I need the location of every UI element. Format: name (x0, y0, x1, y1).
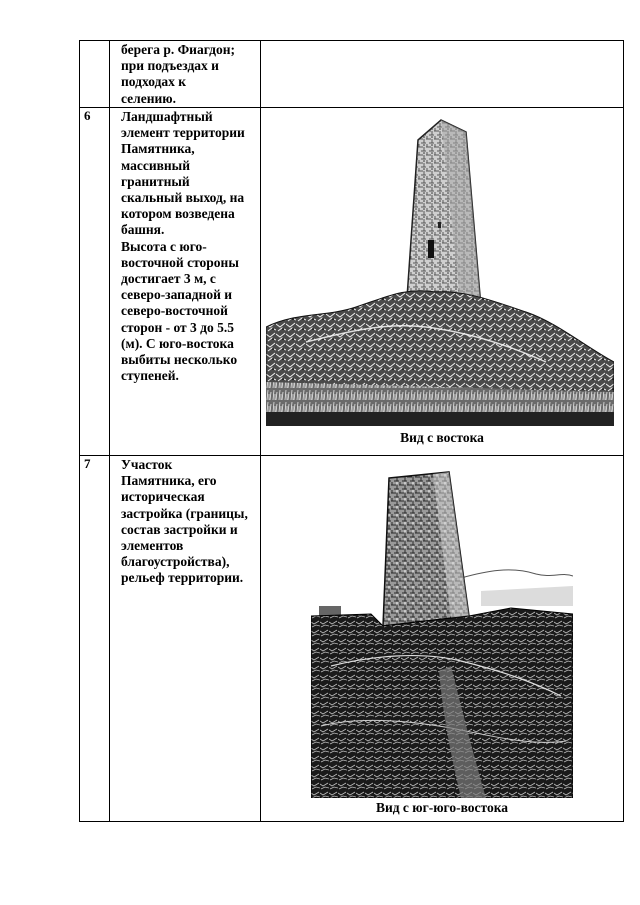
photo-cell (261, 41, 624, 108)
photo-cell (261, 108, 624, 456)
row-number-cell (80, 456, 110, 822)
row-number-cell (80, 41, 110, 108)
description-cell (110, 456, 261, 822)
row-description: берега р. Фиагдон; при подъездах и подходах к селению. (121, 42, 236, 106)
photo-cell (261, 456, 624, 822)
row-number-cell (80, 108, 110, 456)
photo-caption: Вид с юг-юго-востока (375, 800, 509, 815)
row-number: 7 (84, 456, 91, 471)
description-cell (110, 108, 261, 456)
table-row (80, 108, 624, 456)
row-description: Ландшафтный элемент территории Памятника, массивный гранитный скальный выход, на котором возведена башня. Высота с юго- восточной стороны достигает 3 м, с северо-западной и северо-восточной сторон - от 3 до 5.5 (м). С юго-востока выбиты несколько ступеней. (121, 109, 245, 384)
photo-caption: Вид с востока (400, 430, 484, 445)
row-number: 6 (84, 108, 91, 123)
tower-photo-east (266, 112, 614, 426)
description-cell (110, 41, 261, 108)
row-description: Участок Памятника, его историческая застройка (границы, состав застройки и элементов благоустройства), рельеф территории. (121, 457, 248, 586)
tower-photo-south-southeast (311, 466, 573, 798)
table-row (80, 41, 624, 108)
table-row (80, 456, 624, 822)
monument-elements-table (79, 40, 624, 822)
